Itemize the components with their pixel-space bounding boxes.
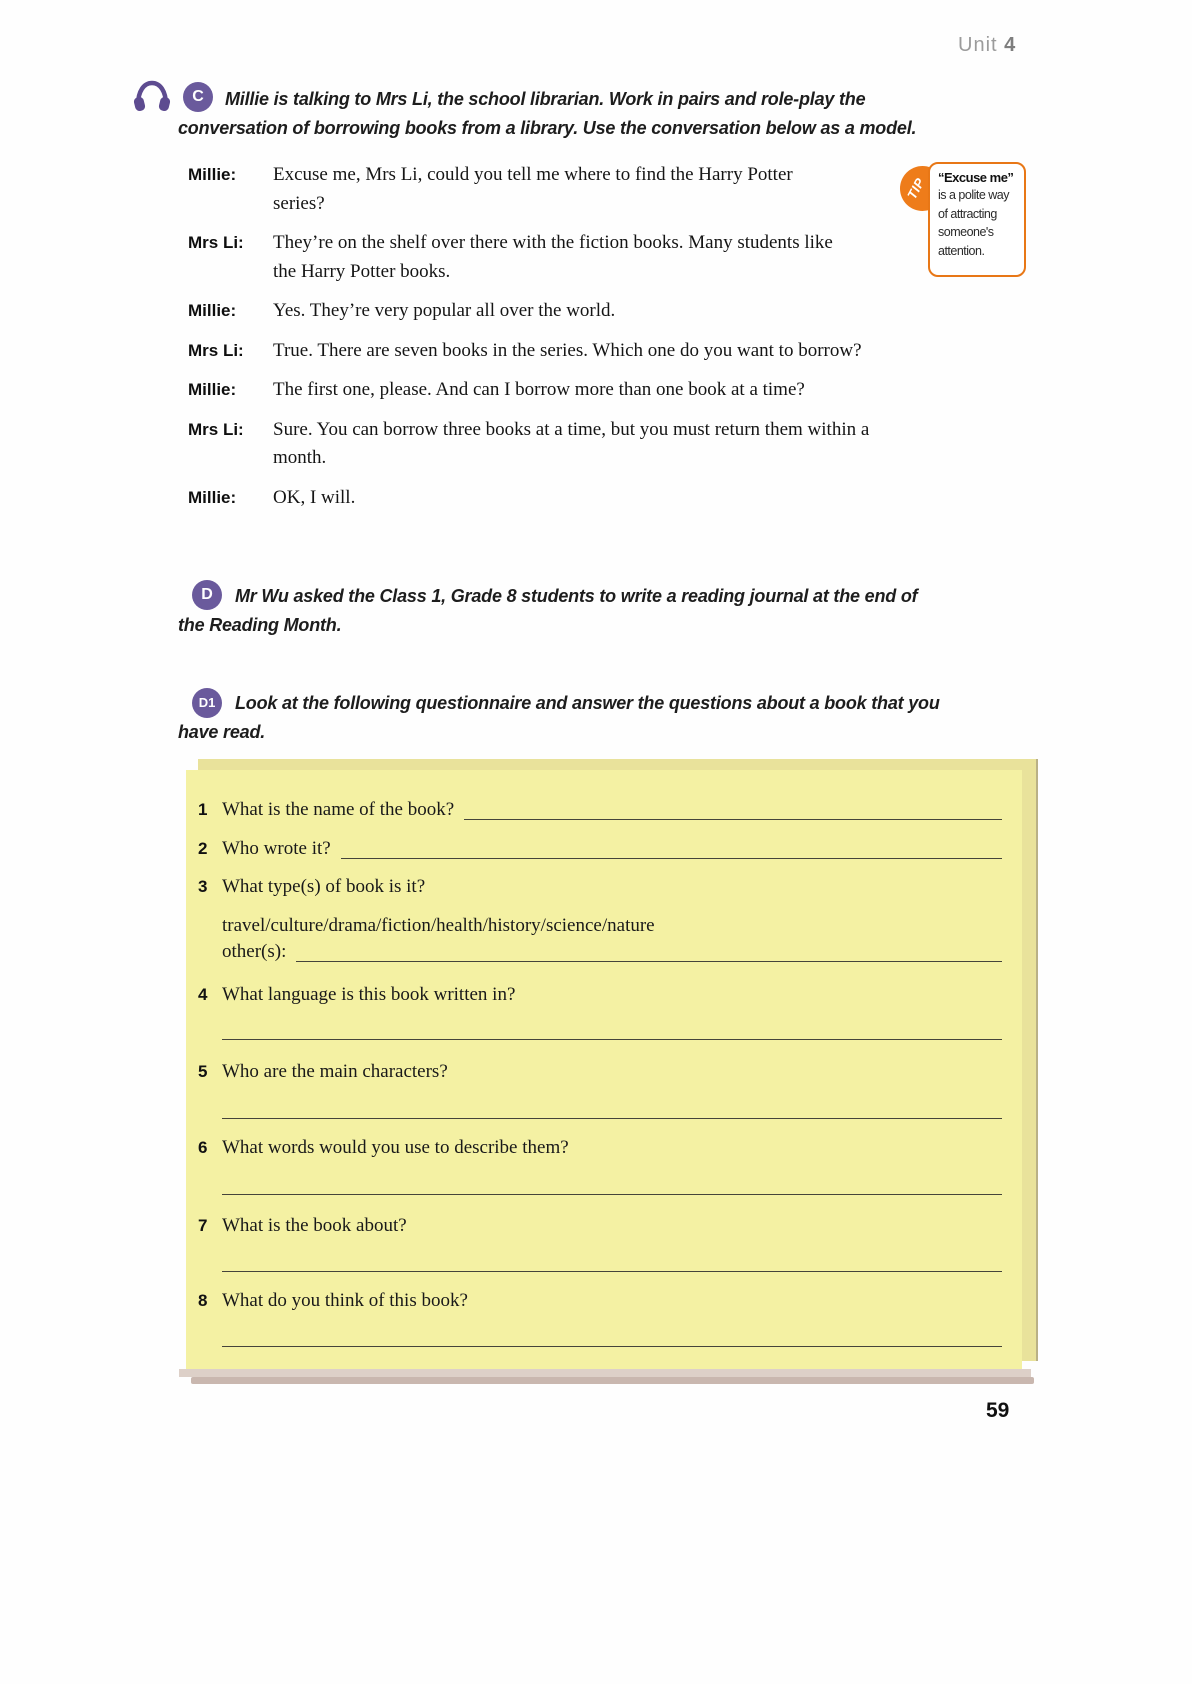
paper-stack-shadow bbox=[191, 1377, 1034, 1384]
speaker-label: Millie: bbox=[188, 165, 237, 184]
section-d1-badge: D1 bbox=[192, 688, 222, 718]
question-row bbox=[198, 1287, 1002, 1315]
dialogue-text: OK, I will. bbox=[273, 486, 356, 508]
speaker-label: Mrs Li: bbox=[188, 340, 244, 360]
question-other-row bbox=[222, 938, 1002, 966]
question-row bbox=[198, 1212, 1002, 1240]
question-number: 4 bbox=[198, 985, 208, 1004]
instruction-line: Millie is talking to Mrs Li, the school librarian. Work in pairs and role-play the bbox=[225, 89, 866, 109]
instruction-line: have read. bbox=[178, 721, 266, 742]
question-row bbox=[198, 796, 1002, 824]
questionnaire-card bbox=[186, 770, 1022, 1369]
tip-label: TIP bbox=[904, 175, 928, 202]
dialogue-text: They’re on the shelf over there with the fiction books. Many students like the Harry Potter books. bbox=[273, 232, 833, 282]
question-number: 6 bbox=[198, 1138, 208, 1157]
section-d-instruction bbox=[178, 582, 978, 639]
dialogue-list bbox=[188, 161, 1028, 523]
speaker-label: Mrs Li: bbox=[188, 419, 244, 439]
question-text: Who are the main characters? bbox=[222, 1061, 448, 1082]
unit-header bbox=[958, 34, 1016, 57]
question-row bbox=[198, 1058, 1002, 1086]
answer-line bbox=[222, 1039, 1002, 1040]
question-text: What type(s) of book is it? bbox=[222, 876, 426, 897]
headphones-icon bbox=[132, 79, 172, 115]
dialogue-text: Sure. You can borrow three books at a time, but you must return them within a month. bbox=[273, 418, 870, 468]
question-row bbox=[198, 1134, 1002, 1162]
paper-stack-edge bbox=[179, 1369, 1031, 1377]
answer-line bbox=[222, 1271, 1002, 1272]
question-text: What words would you use to describe them? bbox=[222, 1137, 569, 1158]
dialogue-row bbox=[188, 337, 1028, 366]
question-row bbox=[198, 981, 1002, 1009]
question-text: What do you think of this book? bbox=[222, 1290, 468, 1311]
speaker-label: Millie: bbox=[188, 301, 237, 320]
question-number: 7 bbox=[198, 1216, 208, 1235]
dialogue-row bbox=[188, 376, 1028, 405]
answer-line bbox=[222, 1118, 1002, 1119]
unit-number: 4 bbox=[1004, 34, 1017, 56]
speaker-label: Millie: bbox=[188, 487, 237, 507]
speaker-label: Mrs Li: bbox=[188, 233, 244, 252]
section-d1-instruction bbox=[178, 689, 978, 746]
question-text: What language is this book written in? bbox=[222, 984, 516, 1005]
dialogue-row bbox=[188, 484, 1028, 513]
answer-blank bbox=[464, 796, 1002, 820]
tip-body: is a polite way of attracting someone's attention. bbox=[938, 188, 1010, 258]
page-number: 59 bbox=[986, 1399, 1010, 1422]
question-row bbox=[198, 835, 1002, 863]
instruction-line: Mr Wu asked the Class 1, Grade 8 students to write a reading journal at the end of bbox=[235, 586, 918, 606]
question-text: What is the book about? bbox=[222, 1215, 407, 1236]
question-number: 3 bbox=[198, 877, 208, 896]
question-number: 1 bbox=[198, 800, 208, 819]
other-label: other(s): bbox=[222, 941, 287, 962]
section-d-badge: D bbox=[192, 580, 222, 610]
question-number: 2 bbox=[198, 839, 208, 858]
dialogue-text: True. There are seven books in the series. Which one do you want to borrow? bbox=[273, 339, 862, 361]
question-number: 5 bbox=[198, 1062, 208, 1081]
answer-line bbox=[222, 1346, 1002, 1347]
dialogue-text: Excuse me, Mrs Li, could you tell me where to find the Harry Potter series? bbox=[273, 164, 793, 214]
answer-line bbox=[222, 1194, 1002, 1195]
question-text: What is the name of the book? bbox=[222, 799, 455, 820]
section-c-badge: C bbox=[183, 82, 213, 112]
section-c-instruction bbox=[178, 85, 978, 142]
answer-blank bbox=[296, 938, 1002, 962]
instruction-line: Look at the following questionnaire and answer the questions about a book that you bbox=[235, 693, 940, 713]
instruction-line: conversation of borrowing books from a library. Use the conversation below as a model. bbox=[178, 117, 917, 138]
instruction-line: the Reading Month. bbox=[178, 614, 342, 635]
dialogue-text: Yes. They’re very popular all over the world. bbox=[273, 300, 616, 321]
dialogue-text: The first one, please. And can I borrow more than one book at a time? bbox=[273, 379, 805, 400]
question-row bbox=[198, 873, 1002, 901]
answer-blank bbox=[341, 835, 1002, 859]
dialogue-row bbox=[188, 416, 1028, 473]
dialogue-row bbox=[188, 229, 1028, 286]
dialogue-row bbox=[188, 297, 1028, 326]
tip-box bbox=[928, 162, 1026, 277]
question-number: 8 bbox=[198, 1291, 208, 1310]
speaker-label: Millie: bbox=[188, 380, 237, 399]
question-options: travel/culture/drama/fiction/health/history/science/nature bbox=[222, 915, 655, 936]
question-text: Who wrote it? bbox=[222, 838, 331, 859]
unit-label: Unit bbox=[958, 34, 1005, 56]
tip-title: “Excuse me” bbox=[938, 170, 1014, 185]
